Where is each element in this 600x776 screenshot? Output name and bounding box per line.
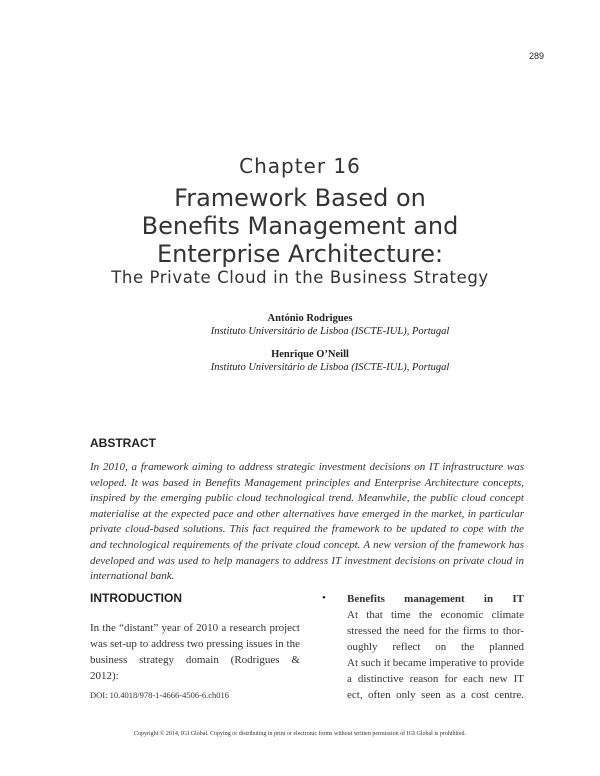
abstract-line: developed and was used to help managers to address IT investment decisions on private cloud in	[90, 554, 524, 567]
chapter-title-line: Framework Based on	[174, 184, 426, 212]
introduction-heading: INTRODUCTION	[90, 591, 182, 605]
abstract-line: international bank.	[90, 570, 175, 583]
intro-line: was set-up to address two pressing issues in the	[90, 638, 300, 650]
copyright-notice: Copyright © 2014, IGI Global. Copying or distributing in print or electronic forms without written permission of IGI Global is prohibited.	[133, 731, 466, 737]
author-name: Henrique O’Neill	[271, 349, 349, 360]
intro-line: business strategy domain (Rodrigues &	[90, 654, 300, 666]
chapter-title-line: Enterprise Architecture:	[156, 240, 444, 268]
abstract-line: In 2010, a framework aiming to address strategic investment decisions on IT infrastructure was	[90, 461, 524, 473]
bullet-line: oughly reflect on the planned	[347, 641, 524, 653]
page-number: 289	[528, 51, 544, 61]
bullet-line: stressed the need for the firms to thor-	[347, 625, 524, 637]
bullet-marker: •	[322, 592, 326, 604]
abstract-heading: ABSTRACT	[90, 436, 156, 450]
chapter-title-line: Benefits Management and	[141, 212, 459, 240]
bullet-line: ect, often only seen as a cost centre.	[347, 689, 524, 701]
abstract-line: veloped. It was based in Benefits Management principles and Enterprise Architecture concepts,	[90, 476, 524, 489]
abstract-line: and technological requirements of the private cloud concept. A new version of the framework has	[90, 539, 524, 551]
chapter-label: Chapter 16	[239, 154, 361, 178]
abstract-line: private cloud-based solutions. This fact required the framework to be updated to cope with the	[90, 523, 524, 536]
doi: DOI: 10.4018/978-1-4666-4506-6.ch016	[90, 690, 230, 700]
author-name: António Rodrigues	[267, 313, 353, 324]
abstract-line: materialise at the expected pace and other alternatives have emerged in the market, in particular	[90, 507, 524, 520]
author-affiliation: Instituto Universitário de Lisboa (ISCTE-IUL), Portugal	[210, 362, 450, 373]
bullet-title: Benefits management in IT	[347, 593, 524, 605]
bullet-line: At such it became imperative to provide	[347, 657, 524, 669]
bullet-line: a distinctive reason for each new IT	[347, 673, 524, 685]
intro-line: In the “distant” year of 2010 a research project	[90, 622, 300, 634]
abstract-line: inspired by the emerging public cloud technological trend. Meanwhile, the public cloud concept	[90, 492, 524, 505]
bullet-line: At that time the economic climate	[347, 609, 524, 621]
intro-line: 2012):	[90, 670, 119, 682]
author-affiliation: Instituto Universitário de Lisboa (ISCTE-IUL), Portugal	[210, 326, 450, 337]
chapter-subtitle: The Private Cloud in the Business Strategy	[111, 268, 489, 287]
